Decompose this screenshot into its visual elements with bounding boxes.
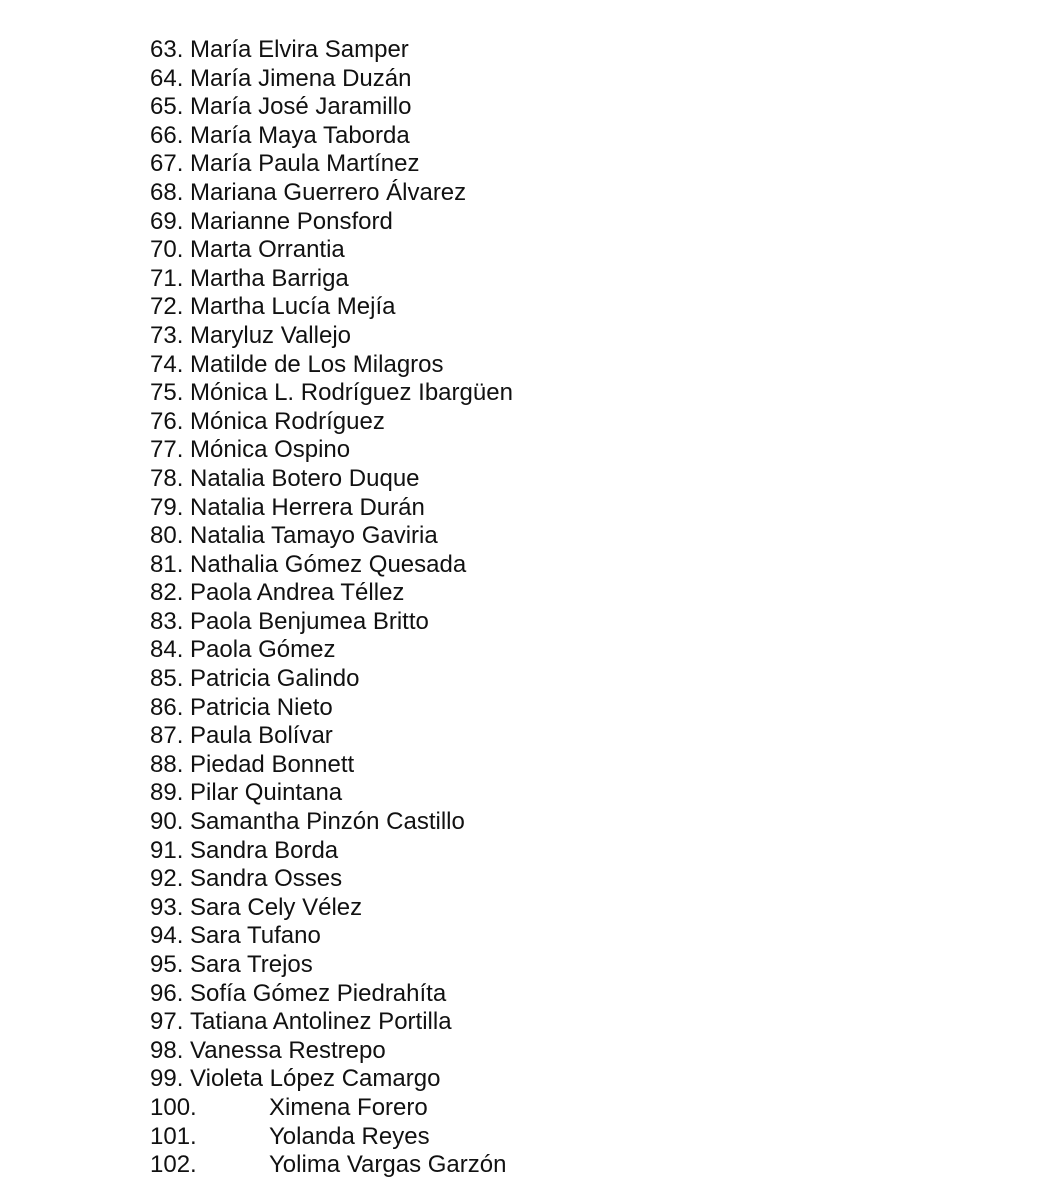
list-item-name: Patricia Galindo [190, 665, 360, 693]
list-item-name: María Paula Martínez [190, 150, 420, 178]
list-item-name: Natalia Tamayo Gaviria [190, 522, 438, 550]
list-item-name: Natalia Herrera Durán [190, 493, 425, 521]
list-item-name: Vanessa Restrepo [190, 1036, 386, 1064]
list-item [150, 1123, 513, 1152]
list-item-number: 85. [150, 665, 184, 693]
list-item [150, 522, 513, 551]
list-item [150, 122, 513, 151]
list-item-number: 65. [150, 93, 184, 121]
list-item-name: Matilde de Los Milagros [190, 350, 444, 378]
list-item-name: Ximena Forero [269, 1093, 428, 1121]
list-item [150, 751, 513, 780]
list-item-name: Paola Benjumea Britto [190, 607, 429, 635]
list-item-number: 64. [150, 64, 184, 92]
list-item-number: 98. [150, 1036, 184, 1064]
list-item-number: 78. [150, 464, 184, 492]
list-item [150, 694, 513, 723]
list-item [150, 922, 513, 951]
list-item [150, 980, 513, 1009]
list-item [150, 408, 513, 437]
list-item-name: María Elvira Samper [190, 36, 409, 63]
list-item-number: 99. [150, 1065, 184, 1093]
list-item-number: 74. [150, 350, 184, 378]
list-item [150, 179, 513, 208]
list-item [150, 494, 513, 523]
list-item-name: Paola Gómez [190, 636, 336, 664]
list-item [150, 351, 513, 380]
list-item-name: Paula Bolívar [190, 722, 333, 750]
list-item [150, 808, 513, 837]
list-item-name: Mariana Guerrero Álvarez [190, 178, 467, 206]
list-item-name: Marta Orrantia [190, 236, 345, 264]
list-item-name: Sara Cely Vélez [190, 893, 363, 921]
list-item [150, 379, 513, 408]
list-item-number: 76. [150, 407, 184, 435]
list-item-number: 73. [150, 321, 184, 349]
list-item-number: 69. [150, 207, 184, 235]
list-item-number: 83. [150, 607, 184, 635]
list-item-number: 68. [150, 178, 184, 206]
list-item-number: 88. [150, 750, 184, 778]
list-item-name: Sofía Gómez Piedrahíta [190, 979, 447, 1007]
list-item [150, 208, 513, 237]
list-item-name: Sara Trejos [190, 951, 313, 978]
list-item-number: 90. [150, 808, 184, 836]
list-item-number: 77. [150, 436, 184, 464]
list-item-name: Martha Barriga [190, 264, 349, 292]
list-item-number: 66. [150, 121, 184, 149]
list-item-name: María José Jaramillo [190, 93, 412, 121]
list-item-number: 70. [150, 236, 184, 264]
list-item-number: 84. [150, 636, 184, 664]
list-item-number: 95. [150, 951, 184, 978]
list-item-name: Tatiana Antolinez Portilla [190, 1008, 452, 1036]
list-item-name: Nathalia Gómez Quesada [190, 550, 467, 578]
list-item [150, 722, 513, 751]
list-item-number: 79. [150, 493, 184, 521]
list-item-name: Violeta López Camargo [190, 1065, 441, 1093]
list-item-name: Paola Andrea Téllez [190, 579, 405, 607]
list-item-number: 75. [150, 379, 184, 407]
list-item-number: 92. [150, 865, 184, 893]
list-item [150, 436, 513, 465]
list-item-name: Natalia Botero Duque [190, 464, 420, 492]
list-item-name: Samantha Pinzón Castillo [190, 808, 465, 836]
list-item-number: 86. [150, 693, 184, 721]
list-item-number: 87. [150, 722, 184, 750]
list-item [150, 1151, 513, 1180]
list-item [150, 608, 513, 637]
list-item [150, 1008, 513, 1037]
list-item [150, 636, 513, 665]
list-item [150, 894, 513, 923]
list-item [150, 1037, 513, 1066]
list-item-number: 89. [150, 779, 184, 807]
list-item-name: Mónica Rodríguez [190, 407, 385, 435]
list-item-number: 71. [150, 264, 184, 292]
list-item-number: 94. [150, 922, 184, 950]
list-item [150, 1094, 513, 1123]
list-item-number: 67. [150, 150, 184, 178]
list-item [150, 951, 513, 980]
list-item [150, 93, 513, 122]
list-item [150, 579, 513, 608]
list-item-name: Patricia Nieto [190, 693, 333, 721]
list-item-number: 101. [150, 1122, 197, 1150]
list-item-name: Pilar Quintana [190, 779, 343, 807]
list-item-number: 97. [150, 1008, 184, 1036]
list-item-number: 100. [150, 1093, 197, 1121]
list-item-number: 91. [150, 836, 184, 864]
list-item-number: 82. [150, 579, 184, 607]
list-item [150, 322, 513, 351]
list-item-name: Sara Tufano [190, 922, 321, 950]
list-item [150, 837, 513, 866]
list-item-name: Sandra Borda [190, 836, 339, 864]
list-item [150, 865, 513, 894]
list-item-name: Mónica L. Rodríguez Ibargüen [190, 379, 513, 407]
list-item [150, 551, 513, 580]
list-item-number: 63. [150, 36, 184, 63]
name-list [150, 36, 513, 1180]
list-item [150, 779, 513, 808]
list-item [150, 36, 513, 65]
list-item-name: Yolanda Reyes [269, 1122, 430, 1150]
list-item-name: Marianne Ponsford [190, 207, 393, 235]
list-item-number: 93. [150, 893, 184, 921]
list-item-name: María Maya Taborda [190, 121, 410, 149]
list-item-number: 102. [150, 1151, 197, 1179]
list-item [150, 65, 513, 94]
list-item [150, 236, 513, 265]
list-item-name: Mónica Ospino [190, 436, 351, 464]
list-item-number: 72. [150, 293, 184, 321]
list-item-name: Martha Lucía Mejía [190, 293, 396, 321]
list-item [150, 1065, 513, 1094]
list-item-name: Maryluz Vallejo [190, 321, 351, 349]
list-item-name: Yolima Vargas Garzón [269, 1151, 507, 1179]
list-item [150, 665, 513, 694]
list-item [150, 293, 513, 322]
list-item-number: 96. [150, 979, 184, 1007]
list-item [150, 465, 513, 494]
list-item-name: María Jimena Duzán [190, 64, 412, 92]
list-item-number: 81. [150, 550, 184, 578]
list-item-name: Sandra Osses [190, 865, 343, 893]
list-item [150, 265, 513, 294]
list-item [150, 150, 513, 179]
list-item-number: 80. [150, 522, 184, 550]
list-item-name: Piedad Bonnett [190, 750, 355, 778]
